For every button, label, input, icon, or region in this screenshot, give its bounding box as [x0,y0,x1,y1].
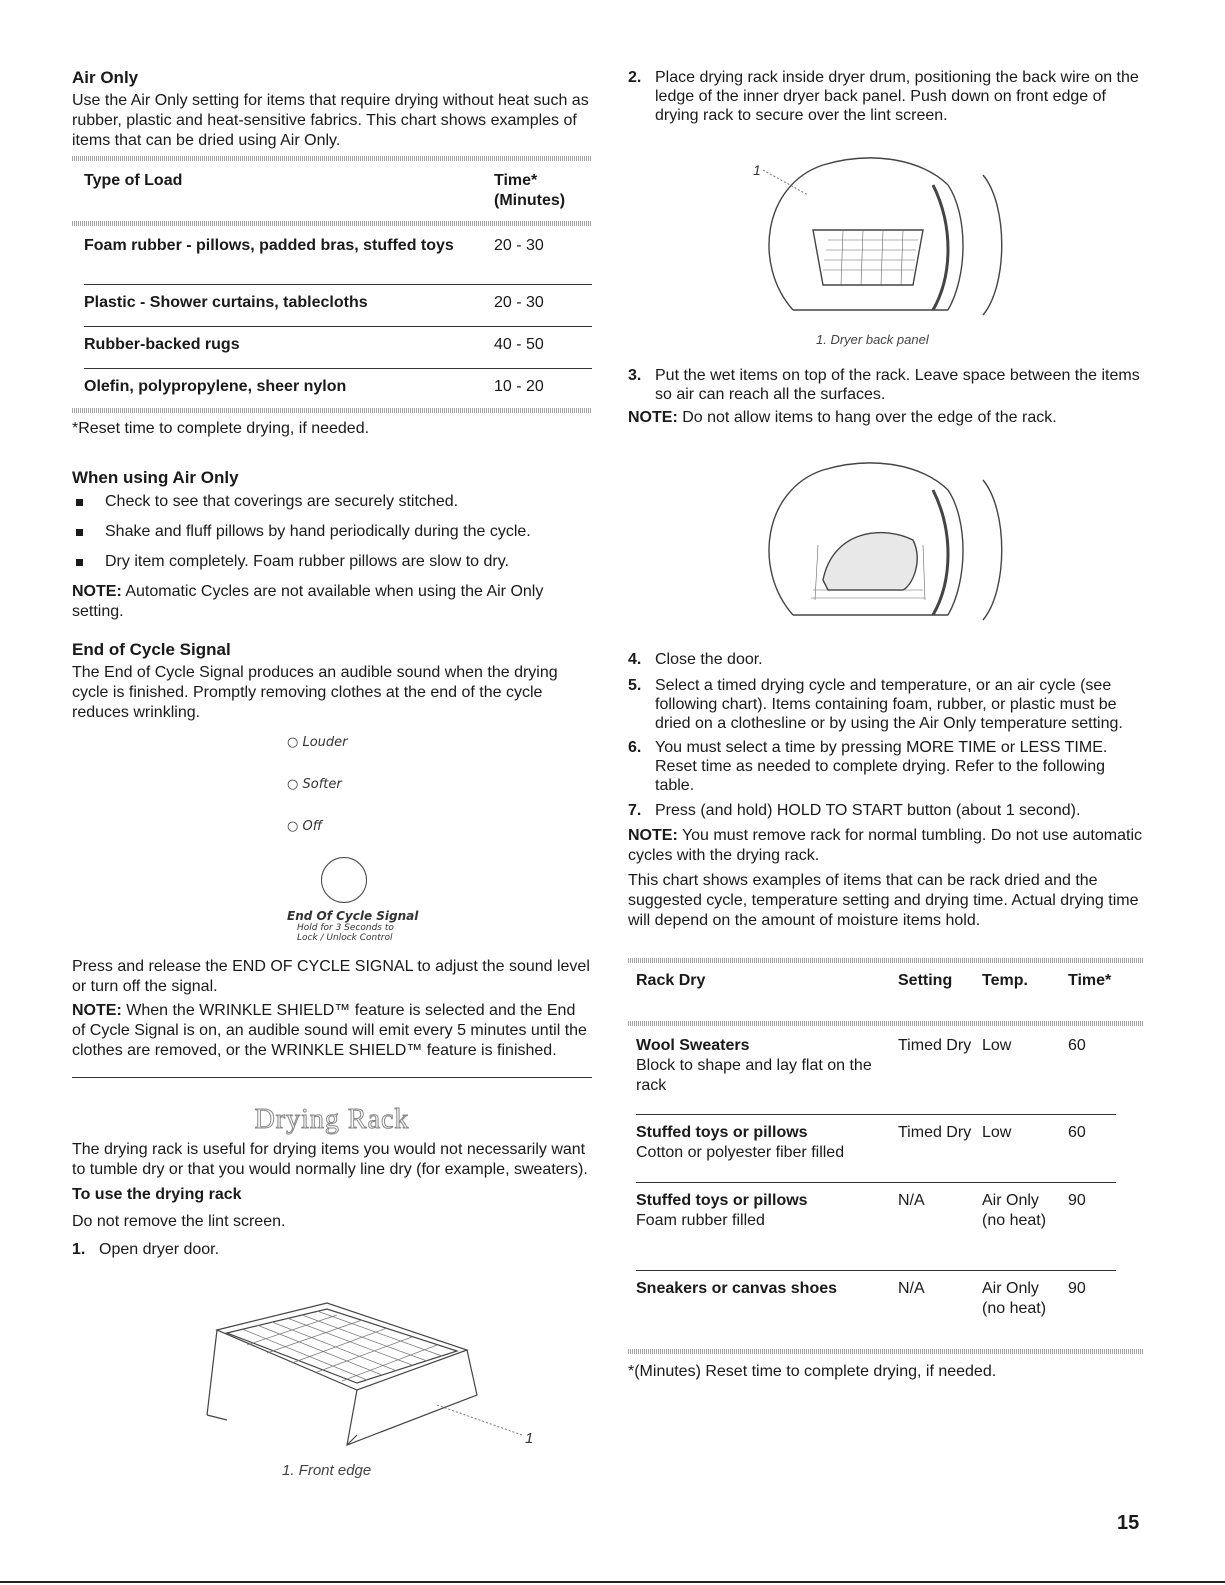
step-7: 7. Press (and hold) HOLD TO START button (about 1 second). [628,802,1081,819]
rack-header-item: Rack Dry [636,972,706,989]
list-item: Check to see that coverings are securely stitched. [72,492,592,512]
end-signal-button-icon [321,857,367,903]
end-signal-intro: The End of Cycle Signal produces an audible sound when the drying cycle is finished. Promptly removing clothes at the end of the cycle reduces wrinkling. [72,664,558,721]
table-row: Plastic - Shower curtains, tablecloths 20 - 30 [84,294,544,311]
table-row: Stuffed toys or pillows Cotton or polyester fiber filled Timed Dry Low 60 [636,1124,1086,1161]
step-6: 6. You must select a time by pressing MORE TIME or LESS TIME. Reset time as needed to complete drying. Refer to the following table. [628,739,1108,794]
rack-header-temp: Temp. [982,972,1028,989]
table-header-load: Type of Load [84,172,183,189]
drying-rack-title: Drying Rack [254,1104,410,1135]
wet-items-on-rack-illustration [753,450,1013,630]
drying-rack-intro: The drying rack is useful for drying items you would not necessarily want to tumble dry or that you would normally line dry (for example, sweaters). [72,1141,588,1178]
front-edge-callout: 1 [525,1430,534,1447]
drying-rack-illustration [197,1295,547,1460]
rack-table-footnote: *(Minutes) Reset time to complete drying, if needed. [628,1363,997,1380]
lint-screen-text: Do not remove the lint screen. [72,1213,286,1230]
dryer-back-panel-illustration [753,145,1013,325]
table-footnote: *Reset time to complete drying, if needed. [72,420,370,437]
air-only-heading: Air Only [72,68,139,87]
louder-option: ○ Louder [287,735,348,750]
back-panel-caption: 1. Dryer back panel [816,332,929,347]
table-row: Sneakers or canvas shoes N/A Air Only (no heat) 90 [636,1280,1086,1317]
off-option: ○ Off [287,819,323,834]
front-edge-caption: 1. Front edge [282,1462,372,1479]
rack-dry-table [628,958,1143,1382]
end-signal-note: NOTE: When the WRINKLE SHIELD™ feature is selected and the End of Cycle Signal is on, an audible sound will emit every 5 minutes until the clothes are removed, or the WRINKLE SHIELD™ feature is finished. [72,1002,587,1059]
page-bottom-rule [0,1581,1225,1583]
drying-rack-subheading: To use the drying rack [72,1186,242,1203]
table-row: Wool Sweaters Block to shape and lay flat on the rack Timed Dry Low 60 [636,1037,1086,1094]
air-only-table [72,156,592,439]
rack-note-1: NOTE: Do not allow items to hang over the edge of the rack. [628,409,1057,426]
rack-chart-intro: This chart shows examples of items that can be rack dried and the suggested cycle, temperature setting and drying time. Actual drying time will depend on the amount of moisture items hold. [628,872,1139,929]
step-5: 5. Select a timed drying cycle and temperature, or an air cycle (see following chart). Items containing foam, rubber, or plastic must be dried on a clothesline or by using the Air Only temperature setting. [628,677,1123,732]
table-header-minutes: (Minutes) [494,192,566,209]
when-using-heading: When using Air Only [72,468,239,487]
end-signal-button-label: End Of Cycle Signal [287,909,419,923]
end-signal-press-text: Press and release the END OF CYCLE SIGNAL to adjust the sound level or turn off the signal. [72,958,590,995]
step-1: 1. Open dryer door. [72,1241,220,1258]
table-row: Rubber-backed rugs 40 - 50 [84,336,544,353]
list-item: Dry item completely. Foam rubber pillows are slow to dry. [72,552,592,572]
table-row: Foam rubber - pillows, padded bras, stuffed toys 20 - 30 [84,237,544,254]
rack-header-setting: Setting [898,972,953,989]
end-signal-heading: End of Cycle Signal [72,640,231,659]
table-row: Stuffed toys or pillows Foam rubber filled N/A Air Only (no heat) 90 [636,1192,1086,1229]
step-2: 2. Place drying rack inside dryer drum, positioning the back wire on the ledge of the inner dryer back panel. Push down on front edge of drying rack to secure over the lint screen. [628,69,1139,124]
step-4: 4. Close the door. [628,651,763,668]
softer-option: ○ Softer [287,777,342,792]
table-header-time: Time* [494,172,538,189]
back-panel-callout: 1 [753,162,761,178]
rack-header-time: Time* [1068,972,1112,989]
when-using-note: NOTE: Automatic Cycles are not available when using the Air Only setting. [72,583,544,620]
list-item: Shake and fluff pillows by hand periodically during the cycle. [72,522,592,542]
table-row: Olefin, polypropylene, sheer nylon 10 - 20 [84,378,544,395]
air-only-intro: Use the Air Only setting for items that require drying without heat such as rubber, plastic and heat-sensitive fabrics. This chart shows examples of items that can be dried using Air Only. [72,92,589,149]
page-number: 15 [1117,1512,1140,1534]
end-signal-control-panel: ○ Louder ○ Softer ○ Off End Of Cycle Signal Hold for 3 Seconds to Lock / Unlock Control [287,735,447,943]
rack-note-2: NOTE: You must remove rack for normal tumbling. Do not use automatic cycles with the drying rack. [628,827,1142,864]
step-3: 3. Put the wet items on top of the rack. Leave space between the items so air can reach all the surfaces. [628,367,1140,403]
